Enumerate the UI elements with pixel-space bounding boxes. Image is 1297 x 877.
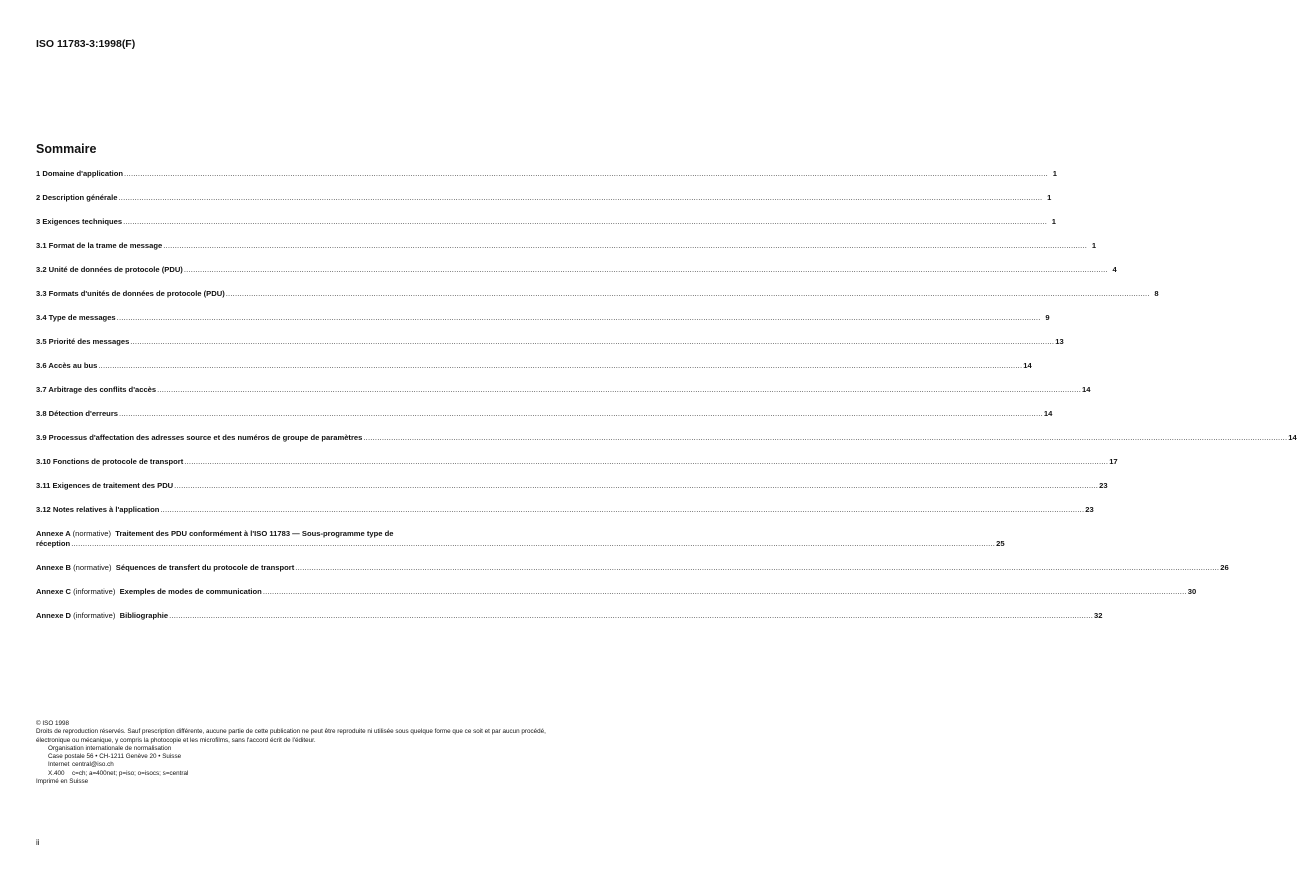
annex-kind: (normative) (72, 529, 111, 538)
toc-entry-page: 1 (1047, 193, 1052, 202)
document-header: ISO 11783-3:1998(F) (36, 38, 136, 50)
toc-entry-page: 32 (1094, 611, 1103, 620)
annex-label: Annexe B (36, 563, 72, 572)
toc-entry-text: 3 Exigences techniques (36, 217, 123, 226)
x400-value: c=ch; a=400net; p=iso; o=isocs; s=central (72, 769, 189, 777)
printed-in: Imprimé en Suisse (36, 778, 89, 786)
toc-entry-text: 3.7 Arbitrage des conflits d'accès (36, 385, 157, 394)
toc-entry-text: 3.10 Fonctions de protocole de transport (36, 457, 184, 466)
leader-dots: ................................................................................................................................................................................................................................................................................................................................................................................................................ (124, 169, 1048, 178)
organization-name: Organisation internationale de normalisation (48, 744, 172, 752)
toc-entry-page: 1 (1051, 217, 1057, 226)
toc-entry-page: 14 (1082, 385, 1091, 394)
toc-entry-text: 3.8 Détection d'erreurs (36, 409, 118, 418)
toc-entry-page: 14 (1288, 433, 1297, 442)
toc-entry-text: 2 Description générale (36, 193, 118, 202)
leader-dots: ................................................................................................................................................................................................................................................................................................................................................................................................................ (169, 611, 1094, 620)
toc-entry[interactable] (36, 361, 1032, 371)
annex-kind: (informative) (73, 611, 116, 620)
toc-entry-page: 30 (1187, 587, 1197, 596)
toc-entry-page: 14 (1043, 409, 1053, 418)
toc-entry[interactable] (36, 289, 1159, 299)
toc-entry-text: 3.11 Exigences de traitement des PDU (36, 481, 174, 490)
x400-line (36, 770, 576, 778)
internet-value: central@iso.ch (72, 761, 114, 769)
annex-title-continued: réception (36, 539, 71, 548)
x400-label: X.400 (48, 769, 65, 777)
annex-title: Bibliographie (119, 611, 169, 620)
leader-dots: ................................................................................................................................................................................................................................................................................................................................................................................................................ (163, 241, 1088, 250)
toc-entry-text: 1 Domaine d'application (36, 169, 124, 178)
toc-annex-entry[interactable] (36, 587, 1197, 597)
toc-entry-text: 3.9 Processus d'affectation des adresses source et des numéros de groupe de paramètres (36, 433, 363, 442)
toc-entry[interactable] (36, 241, 1097, 251)
toc-entry-page: 1 (1052, 169, 1057, 178)
leader-dots: ................................................................................................................................................................................................................................................................................................................................................................................................................ (71, 539, 996, 548)
annex-label: Annexe D (36, 611, 72, 620)
annex-label: Annexe C (36, 587, 72, 596)
toc-entry-page: 25 (996, 539, 1005, 548)
toc-entry-text: 3.5 Priorité des messages (36, 337, 130, 346)
toc-annex-entry[interactable] (36, 529, 1005, 549)
leader-dots: ................................................................................................................................................................................................................................................................................................................................................................................................................ (116, 313, 1041, 322)
toc-entry-page: 23 (1085, 505, 1094, 514)
toc-entry[interactable] (36, 217, 1057, 227)
toc-entry-page: 4 (1112, 265, 1117, 274)
toc-entry-text: 3.4 Type de messages (36, 313, 116, 322)
toc-entry[interactable] (36, 313, 1050, 323)
toc-entry[interactable] (36, 409, 1053, 419)
toc-entry-text: 3.3 Formats d'unités de données de protocole (PDU) (36, 289, 225, 298)
leader-dots: ................................................................................................................................................................................................................................................................................................................................................................................................................ (123, 217, 1048, 226)
toc-title: Sommaire (36, 142, 97, 156)
leader-dots: ................................................................................................................................................................................................................................................................................................................................................................................................................ (119, 409, 1043, 418)
toc-entry-page: 23 (1099, 481, 1108, 490)
leader-dots: ................................................................................................................................................................................................................................................................................................................................................................................................................ (98, 361, 1023, 370)
toc-entry[interactable] (36, 265, 1117, 275)
internet-line (36, 761, 576, 769)
toc-entry[interactable] (36, 457, 1118, 467)
page-number: ii (36, 838, 40, 847)
toc-entry-text: 3.6 Accès au bus (36, 361, 98, 370)
toc-entry-text: 3.2 Unité de données de protocole (PDU) (36, 265, 183, 274)
toc-annex-entry[interactable] (36, 563, 1229, 573)
leader-dots: ................................................................................................................................................................................................................................................................................................................................................................................................................ (160, 505, 1085, 514)
toc-entry[interactable] (36, 337, 1064, 347)
leader-dots: ................................................................................................................................................................................................................................................................................................................................................................................................................ (130, 337, 1055, 346)
copyright-line: © ISO 1998 (36, 720, 69, 727)
toc-entry-page: 1 (1091, 241, 1097, 250)
rights-statement: Droits de reproduction réservés. Sauf prescription différente, aucune partie de cette publication ne peut être reproduite ni utilisée sous quelque forme que ce soit et par aucun procédé, électronique ou mécanique, y compris la photocopie et les microfilms, sans l'accord écrit de l'éditeur. (36, 728, 546, 744)
leader-dots: ................................................................................................................................................................................................................................................................................................................................................................................................................ (174, 481, 1099, 490)
toc-entry-page: 17 (1109, 457, 1118, 466)
toc-entry-page: 9 (1045, 313, 1050, 322)
toc-entry[interactable] (36, 433, 1297, 443)
toc-entry[interactable] (36, 193, 1052, 203)
toc-entry-text: 3.1 Format de la trame de message (36, 241, 163, 250)
internet-label: Internet (48, 761, 70, 769)
annex-title: Exemples de modes de communication (119, 587, 262, 596)
toc-entry-page: 26 (1220, 563, 1229, 572)
toc-annex-entry[interactable] (36, 611, 1103, 621)
postal-address: Case postale 56 • CH-1211 Genève 20 • Suisse (48, 753, 182, 761)
leader-dots: ................................................................................................................................................................................................................................................................................................................................................................................................................ (295, 563, 1220, 572)
toc-entry-text: 3.12 Notes relatives à l'application (36, 505, 160, 514)
toc-entry-page: 8 (1154, 289, 1159, 298)
toc-entry[interactable] (36, 505, 1094, 515)
annex-kind: (normative) (73, 563, 112, 572)
toc-entry[interactable] (36, 481, 1108, 491)
toc-entry[interactable] (36, 385, 1091, 395)
leader-dots: ................................................................................................................................................................................................................................................................................................................................................................................................................ (225, 289, 1150, 298)
leader-dots: ................................................................................................................................................................................................................................................................................................................................................................................................................ (184, 457, 1109, 466)
leader-dots: ................................................................................................................................................................................................................................................................................................................................................................................................................ (262, 587, 1187, 596)
annex-label: Annexe A (36, 529, 71, 538)
annex-kind: (informative) (73, 587, 116, 596)
copyright-block (36, 720, 576, 786)
toc-entry-page: 13 (1055, 337, 1064, 346)
leader-dots: ................................................................................................................................................................................................................................................................................................................................................................................................................ (183, 265, 1108, 274)
leader-dots: ................................................................................................................................................................................................................................................................................................................................................................................................................ (118, 193, 1043, 202)
leader-dots: ................................................................................................................................................................................................................................................................................................................................................................................................................ (363, 433, 1288, 442)
annex-title: Traitement des PDU conformément à l'ISO 11783 — Sous-programme type de (115, 529, 394, 538)
toc-entry[interactable] (36, 169, 1057, 179)
toc-entry-page: 14 (1023, 361, 1032, 370)
leader-dots: ................................................................................................................................................................................................................................................................................................................................................................................................................ (157, 385, 1082, 394)
annex-title: Séquences de transfert du protocole de transport (115, 563, 295, 572)
